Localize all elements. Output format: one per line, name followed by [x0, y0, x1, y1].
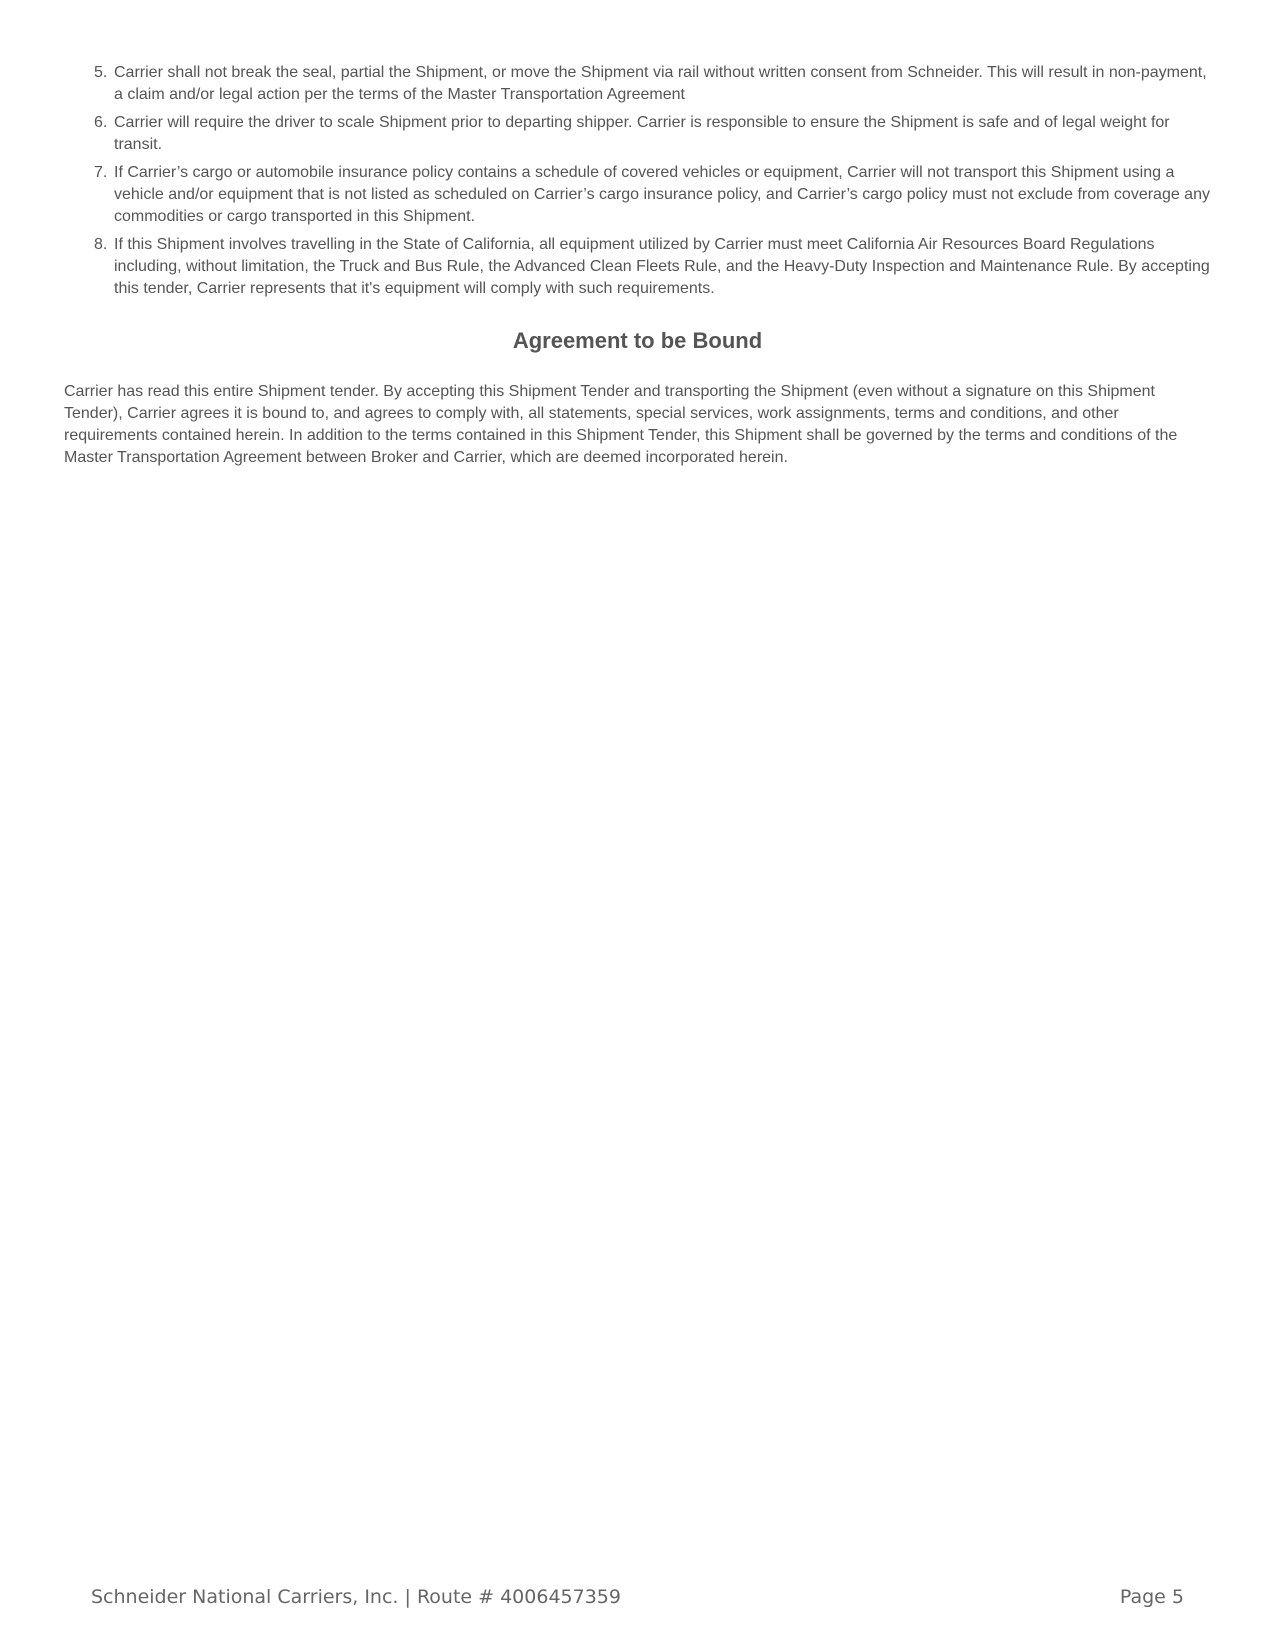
term-text: If Carrier’s cargo or automobile insurance policy contains a schedule of covered vehicles or equipment, Carrier will not transport this Shipment using a vehicle and/or equipment that is not listed as scheduled on Carrier’s cargo insurance policy, and Carrier’s cargo policy must not exclude from coverage any commodities or cargo transported in this Shipment.	[114, 164, 1210, 225]
footer-page-number: Page 5	[1119, 1586, 1184, 1608]
term-number: 5.	[94, 64, 108, 81]
term-text: If this Shipment involves travelling in the State of California, all equipment utilized by Carrier must meet California Air Resources Board Regulations including, without limitation, the Truck and Bus Rule, the Advanced Clean Fleets Rule, and the Heavy-Duty Inspection and Maintenance Rule. By accepting this tender, Carrier represents that it's equipment will comply with such requirements.	[114, 236, 1210, 297]
term-item-8	[64, 234, 1214, 300]
footer-company-route: Schneider National Carriers, Inc. | Route # 4006457359	[91, 1586, 621, 1608]
term-item-6	[64, 112, 1214, 156]
term-text: Carrier shall not break the seal, partial the Shipment, or move the Shipment via rail without written consent from Schneider. This will result in non-payment, a claim and/or legal action per the terms of the Master Transportation Agreement	[114, 64, 1207, 103]
agreement-heading: Agreement to be Bound	[512, 328, 763, 353]
term-number: 8.	[94, 236, 108, 253]
terms-list	[64, 62, 1214, 306]
term-number: 6.	[94, 114, 108, 131]
term-text: Carrier will require the driver to scale Shipment prior to departing shipper. Carrier is responsible to ensure the Shipment is safe and of legal weight for transit.	[114, 114, 1170, 153]
term-item-5	[64, 62, 1214, 106]
agreement-paragraph: Carrier has read this entire Shipment tender. By accepting this Shipment Tender and transporting the Shipment (even without a signature on this Shipment Tender), Carrier agrees it is bound to, and agrees to comply with, all statements, special services, work assignments, terms and conditions, and other requirements contained herein. In addition to the terms contained in this Shipment Tender, this Shipment shall be governed by the terms and conditions of the Master Transportation Agreement between Broker and Carrier, which are deemed incorporated herein.	[64, 383, 1178, 466]
term-item-7	[64, 162, 1214, 228]
term-number: 7.	[94, 164, 108, 181]
